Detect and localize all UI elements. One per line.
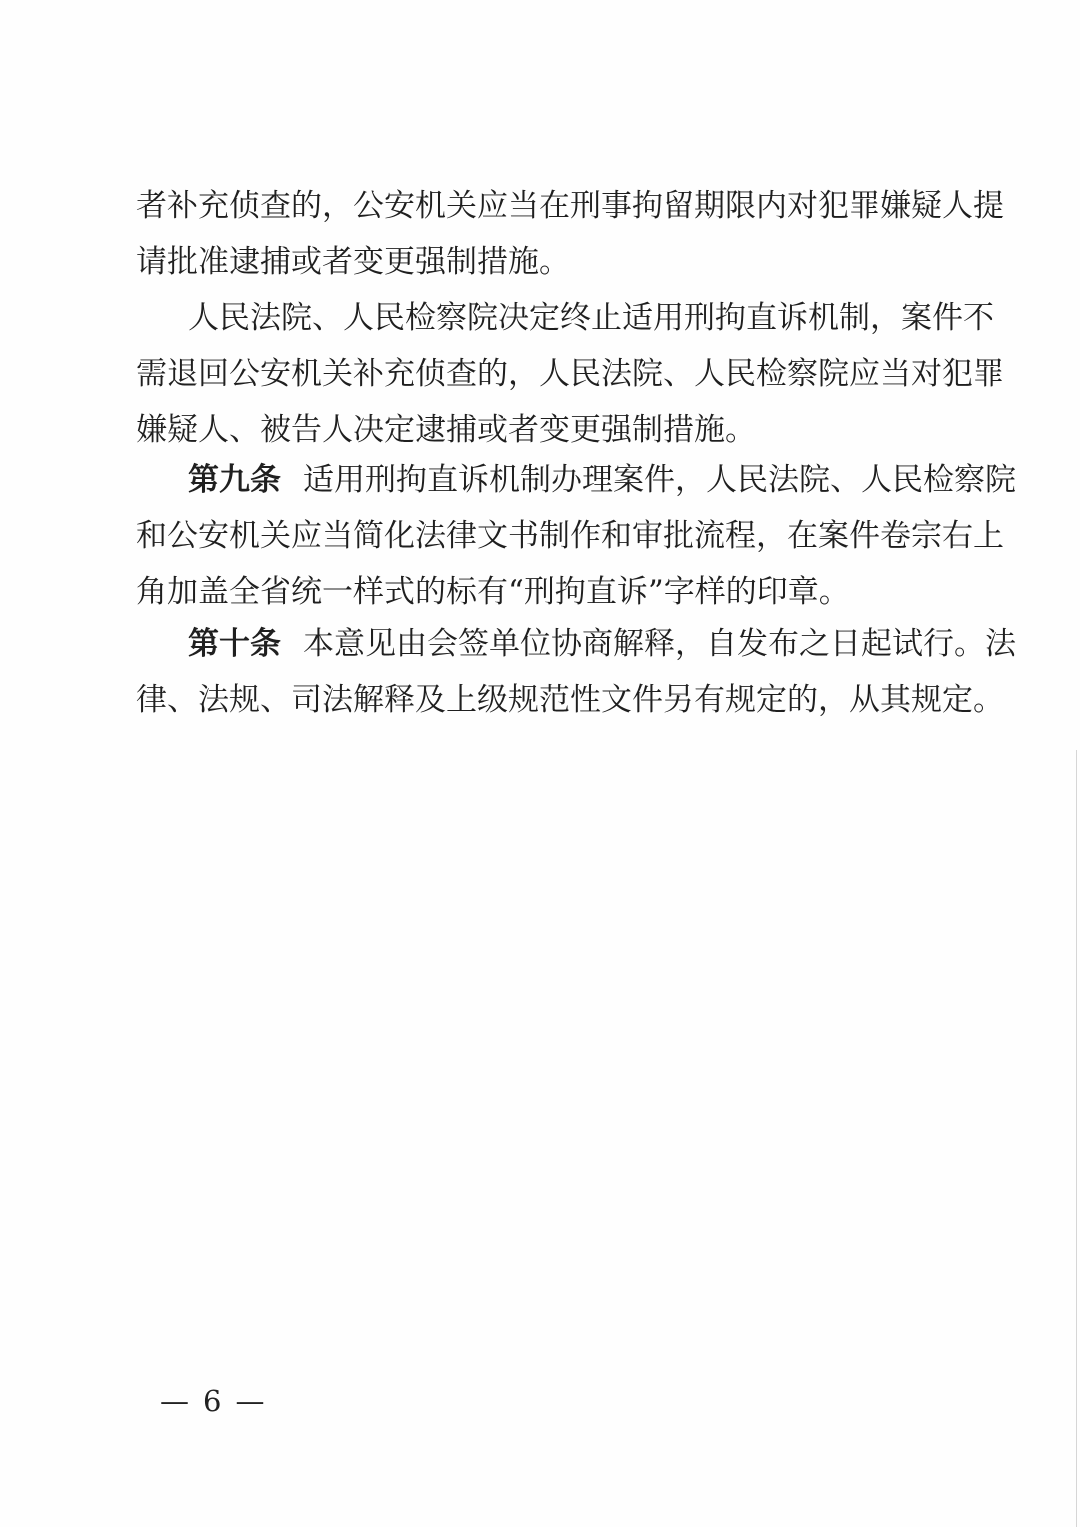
article-10-line-1 bbox=[188, 624, 1016, 664]
paragraph-line: 请批准逮捕或者变更强制措施。 bbox=[136, 244, 570, 280]
article-10-heading: 第十条 bbox=[188, 626, 281, 662]
page-number-dash-left: — bbox=[160, 1384, 189, 1418]
page-number-dash-right: — bbox=[235, 1384, 265, 1418]
paragraph-line: 角加盖全省统一样式的标有“刑拘直诉”字样的印章。 bbox=[136, 574, 850, 610]
scan-edge-line bbox=[1076, 750, 1077, 1527]
paragraph-line: 律、法规、司法解释及上级规范性文件另有规定的，从其规定。 bbox=[136, 682, 1004, 718]
paragraph-line: 需退回公安机关补充侦查的，人民法院、人民检察院应当对犯罪 bbox=[136, 356, 1004, 392]
article-9-heading: 第九条 bbox=[188, 462, 281, 498]
article-9-line-1 bbox=[188, 460, 1016, 500]
article-9-text: 适用刑拘直诉机制办理案件，人民法院、人民检察院 bbox=[303, 462, 1016, 498]
page-number bbox=[160, 1383, 264, 1419]
paragraph-line: 嫌疑人、被告人决定逮捕或者变更强制措施。 bbox=[136, 412, 756, 448]
paragraph-line: 人民法院、人民检察院决定终止适用刑拘直诉机制，案件不 bbox=[188, 300, 994, 336]
paragraph-line: 者补充侦查的，公安机关应当在刑事拘留期限内对犯罪嫌疑人提 bbox=[136, 188, 1004, 224]
page-number-value: 6 bbox=[203, 1384, 222, 1418]
paragraph-line: 和公安机关应当简化法律文书制作和审批流程，在案件卷宗右上 bbox=[136, 518, 1004, 554]
article-10-text: 本意见由会签单位协商解释，自发布之日起试行。法 bbox=[303, 626, 1016, 662]
